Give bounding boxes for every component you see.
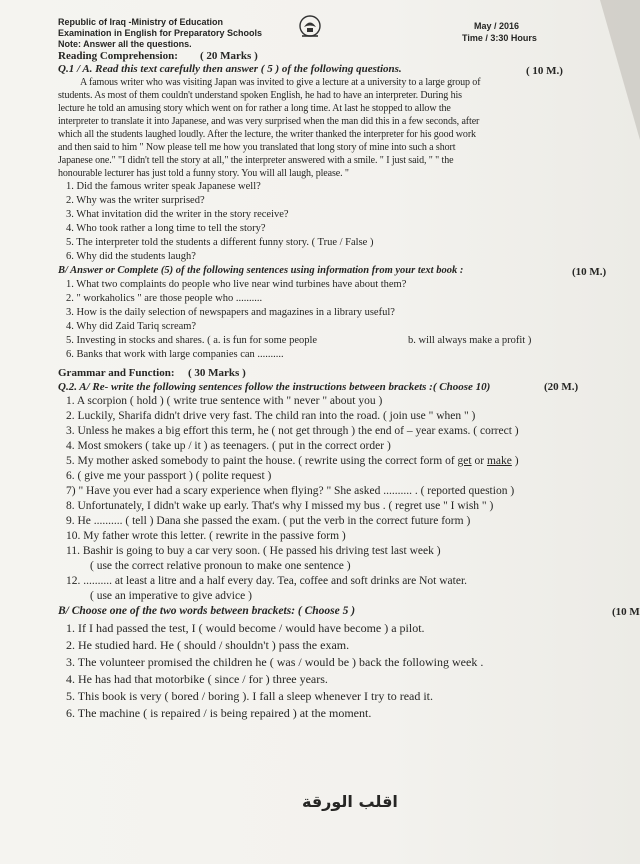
list-item: 3. The volunteer promised the children he ( was / would be ) back the following week .: [66, 655, 484, 669]
list-item: 3. What invitation did the writer in the story receive?: [66, 209, 289, 220]
q1a-label: Q.1 / A. Read this text carefully then answer ( 5 ) of the following questions.: [58, 63, 402, 75]
q2a-marks: (20 M.): [544, 381, 579, 393]
header-date: May / 2016: [474, 21, 520, 31]
list-item: 9. He .......... ( tell ) Dana she passed the exam. ( put the verb in the correct future form ): [66, 515, 471, 527]
q1b-label: B/ Answer or Complete (5) of the following sentences using information from your text book :: [58, 265, 464, 276]
list-item: 1. If I had passed the test, I ( would become / would have become ) a pilot.: [66, 621, 425, 635]
list-item: 3. Unless he makes a big effort this term, he ( not get through ) the end of – year exams. ( correct ): [66, 425, 519, 437]
item5-end: ): [511, 455, 519, 467]
list-item-option-b: b. will always make a profit ): [408, 335, 532, 346]
grammar-title: Grammar and Function:: [58, 367, 175, 379]
list-item: 1. A scorpion ( hold ) ( write true sentence with " never " about you ): [66, 395, 383, 407]
list-item: 6. Banks that work with large companies can ..........: [66, 349, 284, 360]
page-corner-shadow: [600, 0, 640, 140]
turn-page-note: اقلب الورقة: [302, 792, 398, 811]
passage-line: students. As most of them couldn't understand spoken English, he had to have an interpreter. During his: [58, 90, 462, 101]
reading-marks: ( 20 Marks ): [200, 50, 258, 62]
list-item: 5. Investing in stocks and shares. ( a. is fun for some people: [66, 335, 318, 346]
list-item: 4. Who took rather a long time to tell the story?: [66, 223, 266, 234]
q2b-label: B/ Choose one of the two words between brackets: ( Choose 5 ): [58, 605, 356, 617]
list-item: 11. Bashir is going to buy a car very soon. ( He passed his driving test last week ): [66, 545, 441, 557]
passage-line: Japanese one." "I didn't tell the story at all," the interpreter answered with a smile. " I just said, " " the: [58, 155, 454, 166]
list-item: 2. Luckily, Sharifa didn't drive very fast. The child ran into the road. ( join use " when " ): [66, 410, 476, 422]
ministry-emblem-icon: [296, 14, 324, 40]
reading-title: Reading Comprehension:: [58, 50, 178, 62]
list-item: 10. My father wrote this letter. ( rewrite in the passive form ): [66, 530, 346, 542]
item5-make: make: [486, 455, 512, 467]
q1b-marks: (10 M.): [572, 266, 607, 278]
list-item: 2. " workaholics " are those people who ..........: [66, 293, 263, 304]
list-item: 4. He has had that motorbike ( since / for ) three years.: [66, 672, 328, 686]
q2b-marks: (10 M: [612, 606, 640, 618]
q1a-marks: ( 10 M.): [526, 65, 563, 77]
passage-line: lecture he told an amusing story which went on for rather a long time. At last he stopped to allow the: [58, 103, 451, 114]
list-item: [66, 456, 519, 468]
passage-line: interpreter to translate it into Japanese, and was very surprised when the man did this in a few seconds, after: [58, 116, 480, 127]
header-exam: Examination in English for Preparatory Schools: [58, 28, 263, 38]
list-item: 4. Most smokers ( take up / it ) as teenagers. ( put in the correct order ): [66, 440, 391, 452]
grammar-marks: ( 30 Marks ): [188, 367, 246, 379]
header-note: Note: Answer all the questions.: [58, 39, 192, 49]
item5-start: 5. My mother asked somebody to paint the house. ( rewrite using the correct form of: [66, 455, 458, 467]
item5-or: or: [471, 455, 487, 467]
list-item: 1. Did the famous writer speak Japanese well?: [66, 181, 261, 192]
passage-line: which all the students laughed loudly. After the lecture, the writer thanked the interpreter for his good work: [58, 129, 476, 140]
list-item-instruction: ( use the correct relative pronoun to make one sentence ): [90, 560, 351, 572]
header-time: Time / 3:30 Hours: [462, 33, 537, 43]
list-item: 5. The interpreter told the students a different funny story. ( True / False ): [66, 237, 374, 248]
passage-line: A famous writer who was visiting Japan was invited to give a lecture at a university to a large group of: [80, 77, 481, 88]
q2a-label: Q.2. A/ Re- write the following sentences follow the instructions between brackets :( Choose 10): [58, 381, 491, 393]
list-item: 8. Unfortunately, I didn't wake up early. That's why I missed my bus . ( regret use " I wish " ): [66, 500, 494, 512]
header-republic: Republic of Iraq -Ministry of Education: [58, 17, 224, 27]
passage-line: and then said to him " Now please tell me how you translated that long story of mine into such a short: [58, 142, 456, 153]
list-item: 7) " Have you ever had a scary experience when flying? " She asked .......... . ( reported question ): [66, 485, 515, 497]
list-item: 1. What two complaints do people who live near wind turbines have about them?: [66, 279, 407, 290]
list-item: 5. This book is very ( bored / boring ). I fall a sleep whenever I try to read it.: [66, 689, 434, 703]
item5-get: get: [457, 455, 472, 467]
list-item-instruction: ( use an imperative to give advice ): [90, 590, 252, 602]
passage-line: honourable lecturer has just told a funny story. You will all laugh, please. ": [58, 168, 349, 179]
list-item: 6. The machine ( is repaired / is being repaired ) at the moment.: [66, 706, 372, 720]
list-item: 6. ( give me your passport ) ( polite request ): [66, 470, 272, 482]
list-item: 4. Why did Zaid Tariq scream?: [66, 321, 197, 332]
list-item: 6. Why did the students laugh?: [66, 251, 196, 262]
list-item: 12. .......... at least a litre and a half every day. Tea, coffee and soft drinks are Not water.: [66, 575, 468, 587]
list-item: 2. Why was the writer surprised?: [66, 195, 205, 206]
list-item: 3. How is the daily selection of newspapers and magazines in a library useful?: [66, 307, 395, 318]
list-item: 2. He studied hard. He ( should / shouldn't ) pass the exam.: [66, 638, 350, 652]
